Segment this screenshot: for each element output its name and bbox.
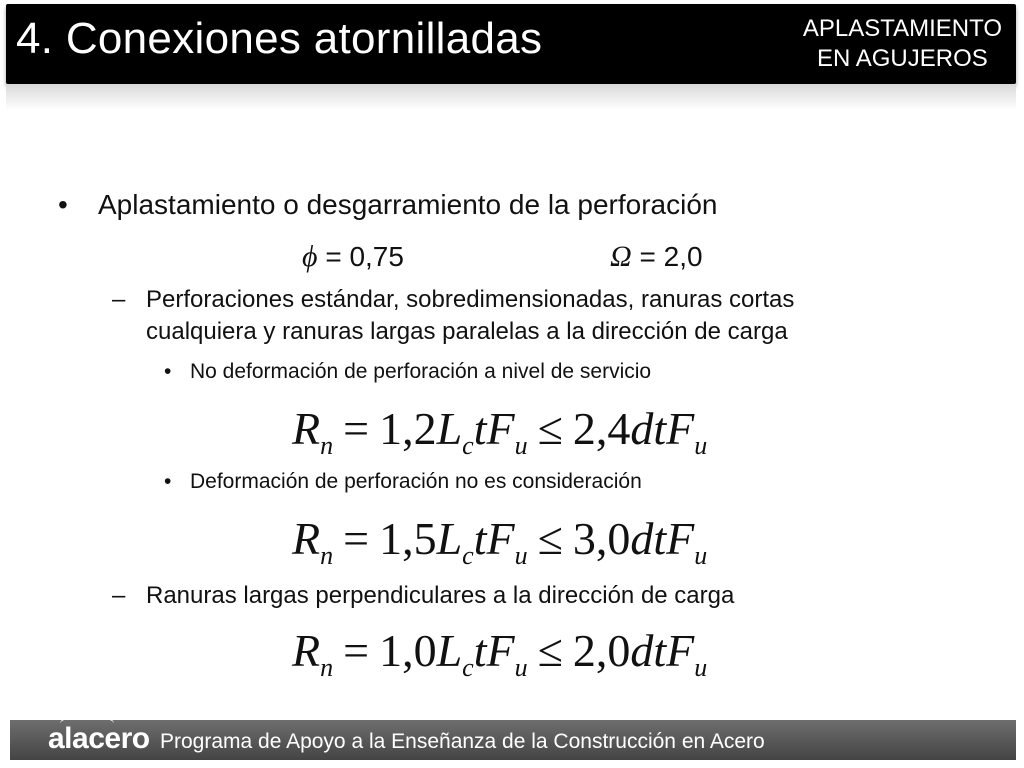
eq-symbol: F (666, 403, 695, 454)
eq-symbol: F (486, 625, 515, 676)
eq-subscript: u (694, 431, 708, 460)
sub-bullet-marker: • (164, 360, 172, 383)
section-tag-line1: APLASTAMIENTO (802, 15, 1002, 42)
phi-value: = 0,75 (325, 241, 404, 272)
eq2-coef2: 3,0 (572, 513, 631, 564)
eq-operator: = (343, 513, 370, 564)
eq2-coef1: 1,5 (379, 513, 437, 564)
dash-marker: – (112, 582, 126, 609)
main-bullet-text: Aplastamiento o desgarramiento de la perforación (98, 189, 718, 220)
eq-symbol: t (473, 625, 487, 676)
eq-symbol: L (436, 513, 463, 564)
eq-symbol: L (436, 625, 463, 676)
standard-holes-line2: cualquiera y ranuras largas paralelas a la dirección de carga (146, 318, 788, 345)
alacero-logo: alacero (48, 722, 150, 755)
bullet-marker: • (58, 189, 68, 220)
eq-symbol: dt (630, 513, 667, 564)
phi-factor (302, 240, 404, 274)
eq-subscript: c (462, 541, 474, 570)
eq-symbol: t (473, 403, 487, 454)
eq-subscript: n (320, 653, 334, 682)
eq-symbol: R (292, 513, 321, 564)
sub-bullet-marker: • (164, 470, 172, 493)
omega-value: = 2,0 (639, 241, 703, 272)
eq-subscript: u (514, 541, 528, 570)
eq-symbol: dt (630, 403, 667, 454)
eq-symbol: R (292, 625, 321, 676)
eq3-coef2: 2,0 (572, 625, 631, 676)
no-deformation-text: No deformación de perforación a nivel de servicio (190, 360, 652, 383)
standard-holes-line1: Perforaciones estándar, sobredimensionadas, ranuras cortas (146, 286, 795, 313)
omega-factor (610, 240, 703, 274)
eq-operator: = (343, 625, 370, 676)
eq-subscript: u (514, 653, 528, 682)
eq3-coef1: 1,0 (379, 625, 437, 676)
program-name: Programa de Apoyo a la Enseñanza de la Construcción en Acero (160, 730, 765, 753)
eq-operator: ≤ (537, 625, 563, 676)
eq1-coef1: 1,2 (379, 403, 437, 454)
eq-symbol: R (292, 403, 321, 454)
eq-symbol: F (666, 625, 695, 676)
eq-subscript: n (320, 431, 334, 460)
eq-operator: ≤ (537, 403, 563, 454)
no-deformation-item (164, 360, 651, 384)
equation-2 (292, 512, 707, 571)
dash-marker: – (112, 286, 126, 313)
phi-symbol: ϕ (302, 240, 318, 273)
eq-subscript: c (462, 431, 474, 460)
deformation-text: Deformación de perforación no es consideración (190, 470, 642, 493)
deformation-item (164, 470, 642, 494)
eq-symbol: F (486, 403, 515, 454)
main-bullet (58, 189, 717, 221)
eq-subscript: u (514, 431, 528, 460)
eq-subscript: c (462, 653, 474, 682)
equation-3 (292, 624, 707, 683)
eq-symbol: F (666, 513, 695, 564)
omega-symbol: Ω (610, 240, 632, 273)
eq-operator: = (343, 403, 370, 454)
eq-symbol: F (486, 513, 515, 564)
eq1-coef2: 2,4 (572, 403, 631, 454)
eq-symbol: L (436, 403, 463, 454)
slide-footer (10, 720, 1016, 760)
standard-holes-text (146, 284, 794, 348)
eq-symbol: t (473, 513, 487, 564)
eq-subscript: u (694, 653, 708, 682)
eq-operator: ≤ (537, 513, 563, 564)
eq-symbol: dt (630, 625, 667, 676)
section-tag-line2: EN AGUJEROS (817, 45, 988, 72)
long-slots-text: Ranuras largas perpendiculares a la dirección de carga (146, 582, 735, 609)
equation-1 (292, 402, 707, 461)
slide-title: 4. Conexiones atornilladas (16, 14, 543, 63)
eq-subscript: u (694, 541, 708, 570)
eq-subscript: n (320, 541, 334, 570)
